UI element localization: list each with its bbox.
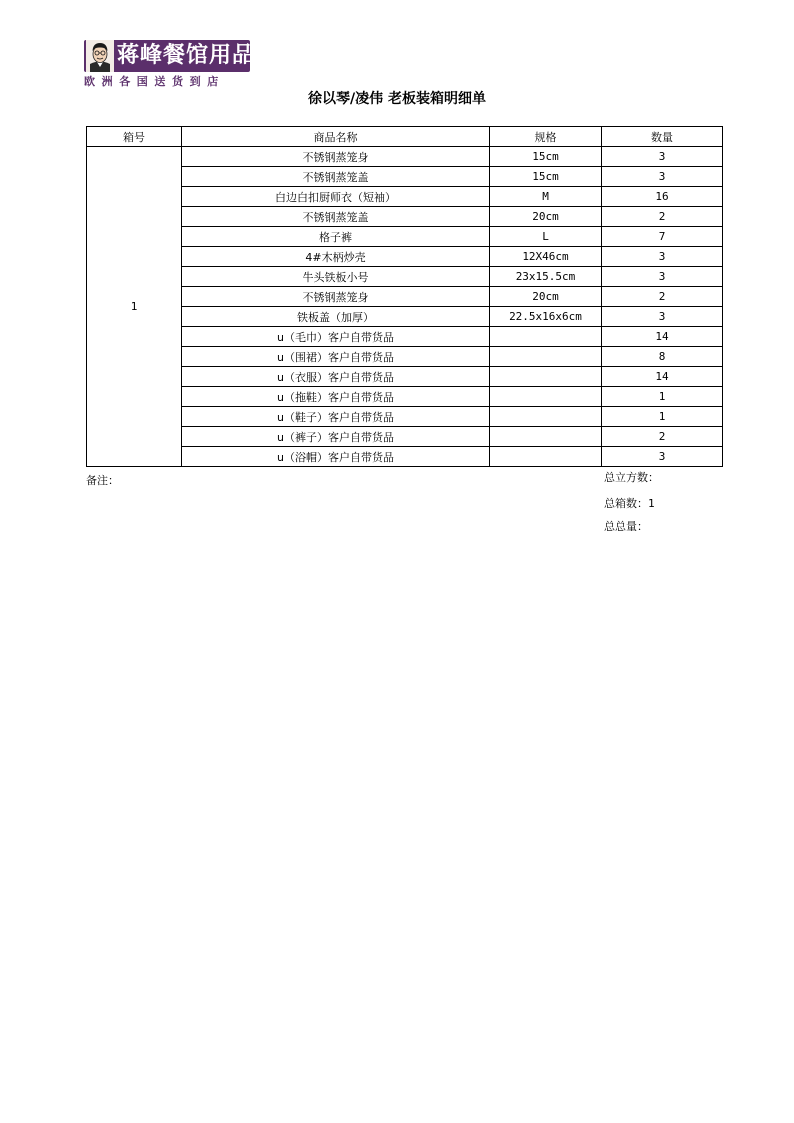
box-number-cell: 1 [87,147,182,467]
product-name-cell: u（毛巾）客户自带货品 [182,327,490,347]
product-name-cell: 不锈钢蒸笼盖 [182,167,490,187]
spec-cell: 12X46cm [490,247,602,267]
product-name-cell: 不锈钢蒸笼盖 [182,207,490,227]
chef-portrait-icon [86,40,114,72]
spec-cell [490,387,602,407]
table-row [87,247,723,267]
quantity-cell: 3 [602,307,723,327]
total-boxes [604,495,655,511]
table-row [87,347,723,367]
company-logo [84,40,254,88]
table-row [87,267,723,287]
spec-cell: 22.5x16x6cm [490,307,602,327]
total-boxes-label: 总箱数： [604,497,648,510]
spec-cell: 20cm [490,207,602,227]
total-volume-label: 总立方数： [604,471,659,484]
product-name-cell: u（衣服）客户自带货品 [182,367,490,387]
quantity-cell: 1 [602,407,723,427]
quantity-cell: 3 [602,167,723,187]
quantity-cell: 16 [602,187,723,207]
header-box-number: 箱号 [87,127,182,147]
spec-cell: M [490,187,602,207]
header-quantity: 数量 [602,127,723,147]
quantity-cell: 3 [602,267,723,287]
logo-banner [84,40,256,72]
table-row [87,387,723,407]
quantity-cell: 2 [602,287,723,307]
table-row [87,447,723,467]
product-name-cell: u（浴帽）客户自带货品 [182,447,490,467]
quantity-cell: 3 [602,447,723,467]
quantity-cell: 8 [602,347,723,367]
spec-cell [490,347,602,367]
header-product-name: 商品名称 [182,127,490,147]
spec-cell: 15cm [490,167,602,187]
total-boxes-value: 1 [648,497,655,510]
header-spec: 规格 [490,127,602,147]
quantity-cell: 3 [602,147,723,167]
product-name-cell: 4#木柄炒壳 [182,247,490,267]
spec-cell: L [490,227,602,247]
product-name-cell: 铁板盖（加厚） [182,307,490,327]
quantity-cell: 14 [602,327,723,347]
spec-cell [490,427,602,447]
table-row [87,227,723,247]
quantity-cell: 7 [602,227,723,247]
table-row [87,287,723,307]
product-name-cell: 白边白扣厨师衣（短袖） [182,187,490,207]
table-row [87,407,723,427]
spec-cell [490,407,602,427]
table-row [87,427,723,447]
spec-cell [490,447,602,467]
spec-cell [490,327,602,347]
product-name-cell: 不锈钢蒸笼身 [182,147,490,167]
table-row [87,327,723,347]
table-header-row [87,127,723,147]
product-name-cell: 格子裤 [182,227,490,247]
table-row [87,307,723,327]
packing-list-table [86,126,723,467]
logo-company-name: 蒋峰餐馆用品 [117,43,256,68]
table-row [87,367,723,387]
product-name-cell: 不锈钢蒸笼身 [182,287,490,307]
spec-cell: 20cm [490,287,602,307]
quantity-cell: 1 [602,387,723,407]
product-name-cell: u（裤子）客户自带货品 [182,427,490,447]
spec-cell: 23x15.5cm [490,267,602,287]
product-name-cell: 牛头铁板小号 [182,267,490,287]
document-title: 徐以琴/凌伟 老板装箱明细单 [308,91,486,107]
table-row [87,147,723,167]
remarks-label: 备注： [86,474,119,487]
table-row [87,187,723,207]
quantity-cell: 14 [602,367,723,387]
total-weight-label: 总总量： [604,520,648,533]
quantity-cell: 3 [602,247,723,267]
table-body [87,147,723,467]
spec-cell: 15cm [490,147,602,167]
product-name-cell: u（围裙）客户自带货品 [182,347,490,367]
spec-cell [490,367,602,387]
table-row [87,207,723,227]
quantity-cell: 2 [602,207,723,227]
quantity-cell: 2 [602,427,723,447]
logo-slogan: 欧洲各国送货到店 [84,75,225,88]
table-row [87,167,723,187]
product-name-cell: u（鞋子）客户自带货品 [182,407,490,427]
product-name-cell: u（拖鞋）客户自带货品 [182,387,490,407]
